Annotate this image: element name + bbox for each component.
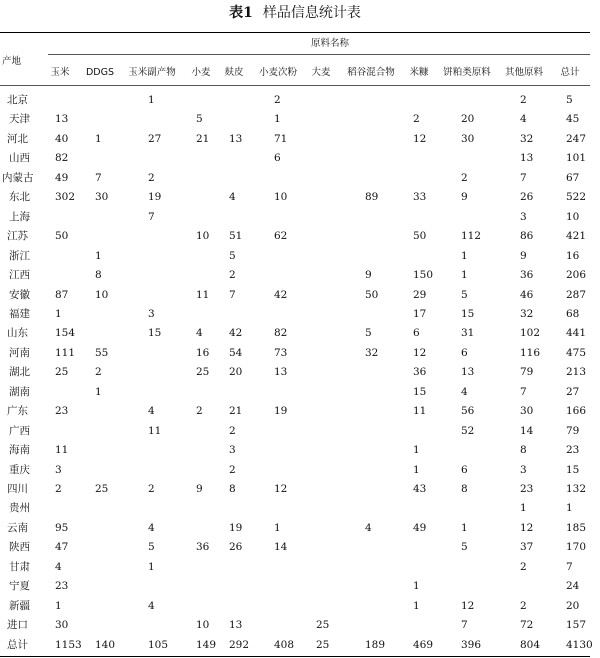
table-cell: 50 xyxy=(365,288,379,301)
table-cell: 2 xyxy=(274,94,281,106)
table-cell: 25 xyxy=(95,483,109,495)
table-cell: 189 xyxy=(365,638,386,651)
column-header: DDGS xyxy=(85,67,115,78)
table-cell: 25 xyxy=(196,366,210,379)
table-cell: 4 xyxy=(520,113,527,126)
table-cell: 4 xyxy=(55,560,62,573)
region-label: 山东 xyxy=(7,327,28,340)
table-cell: 4 xyxy=(148,405,155,418)
table-cell: 2 xyxy=(461,171,468,184)
table-cell: 7 xyxy=(566,560,573,573)
table-cell: 27 xyxy=(148,132,162,145)
table-cell: 25 xyxy=(55,366,69,379)
table-cell: 1 xyxy=(461,269,468,282)
table-cell: 3 xyxy=(520,210,527,223)
region-label: 云南 xyxy=(7,521,28,534)
table-cell: 1 xyxy=(55,599,62,612)
column-header: 总计 xyxy=(560,67,580,78)
table-cell: 1 xyxy=(413,444,420,457)
table-cell: 2 xyxy=(229,463,236,476)
column-header: 小麦次粉 xyxy=(258,67,297,78)
table-cell: 8 xyxy=(520,444,527,457)
region-label: 江苏 xyxy=(7,230,28,243)
table-cell: 52 xyxy=(461,424,475,437)
table-cell: 87 xyxy=(55,288,69,301)
table-cell: 19 xyxy=(274,405,288,418)
table-cell: 140 xyxy=(95,638,116,651)
column-header: 玉米副产物 xyxy=(128,67,176,78)
table-cell: 7 xyxy=(520,171,527,184)
table-cell: 4 xyxy=(148,521,155,534)
table-cell: 13 xyxy=(229,619,243,632)
table-cell: 3 xyxy=(148,307,155,320)
table-cell: 82 xyxy=(274,327,288,340)
region-label: 浙江 xyxy=(9,249,30,262)
table-cell: 30 xyxy=(520,405,534,418)
table-cell: 111 xyxy=(55,346,76,359)
region-label: 总计 xyxy=(7,638,28,651)
column-header: 大麦 xyxy=(311,67,331,78)
table-cell: 157 xyxy=(566,619,587,632)
table-cell: 51 xyxy=(229,230,243,243)
region-label: 海南 xyxy=(9,444,30,457)
table-cell: 185 xyxy=(566,521,587,534)
region-label: 湖北 xyxy=(9,366,30,379)
table-cell: 475 xyxy=(566,346,587,359)
table-cell: 1 xyxy=(95,132,102,145)
table-cell: 2 xyxy=(229,269,236,282)
table-cell: 7 xyxy=(148,210,155,223)
table-cell: 37 xyxy=(520,541,534,554)
table-cell: 10 xyxy=(196,619,210,632)
table-cell: 2 xyxy=(520,560,527,573)
table-cell: 10 xyxy=(566,210,580,223)
table-cell: 42 xyxy=(229,327,243,340)
table-cell: 132 xyxy=(566,483,587,495)
table-cell: 1 xyxy=(520,502,527,515)
region-label: 甘肃 xyxy=(9,560,30,573)
region-label: 湖南 xyxy=(9,385,30,398)
table-cell: 71 xyxy=(274,132,288,145)
region-label: 安徽 xyxy=(9,288,30,301)
table-title xyxy=(0,4,590,22)
table-cell: 36 xyxy=(413,366,427,379)
table-cell: 62 xyxy=(274,230,288,243)
table-cell: 20 xyxy=(461,113,475,126)
table-cell: 55 xyxy=(95,346,109,359)
table-cell: 79 xyxy=(566,424,580,437)
table-cell: 9 xyxy=(461,191,468,204)
table-cell: 6 xyxy=(413,327,420,340)
table-cell: 1 xyxy=(95,249,102,262)
table-cell: 4 xyxy=(196,327,203,340)
region-label: 上海 xyxy=(9,210,30,223)
table-cell: 292 xyxy=(229,638,250,651)
column-header: 麸皮 xyxy=(224,67,244,78)
region-label: 陕西 xyxy=(9,541,30,554)
table-cell: 23 xyxy=(520,483,534,495)
table-cell: 25 xyxy=(316,638,330,651)
table-cell: 1 xyxy=(461,521,468,534)
table-cell: 101 xyxy=(566,152,587,165)
table-cell: 149 xyxy=(196,638,217,651)
table-cell: 1 xyxy=(274,521,281,534)
table-cell: 72 xyxy=(520,619,534,632)
region-label: 广东 xyxy=(7,405,28,418)
table-cell: 4 xyxy=(461,385,468,398)
table-cell: 24 xyxy=(566,580,580,593)
table-cell: 43 xyxy=(413,483,427,495)
table-cell: 469 xyxy=(413,638,434,651)
table-cell: 7 xyxy=(95,171,102,184)
table-cell: 2 xyxy=(196,405,203,418)
table-cell: 16 xyxy=(196,346,210,359)
table-cell: 89 xyxy=(365,191,379,204)
table-cell: 1 xyxy=(413,580,420,593)
table-cell: 1153 xyxy=(55,638,82,651)
table-cell: 6 xyxy=(461,346,468,359)
table-cell: 23 xyxy=(55,405,69,418)
table-cell: 40 xyxy=(55,132,69,145)
table-cell: 5 xyxy=(148,541,155,554)
table-cell: 1 xyxy=(95,385,102,398)
table-cell: 16 xyxy=(566,249,580,262)
table-cell: 15 xyxy=(413,385,427,398)
region-label: 四川 xyxy=(7,483,28,495)
table-cell: 36 xyxy=(520,269,534,282)
column-header: 其他原料 xyxy=(504,67,543,78)
region-label: 天津 xyxy=(9,113,30,126)
bottom-rule xyxy=(0,656,590,657)
table-cell: 6 xyxy=(461,463,468,476)
table-cell: 1 xyxy=(566,502,573,515)
table-cell: 86 xyxy=(520,230,534,243)
region-label: 内蒙古 xyxy=(2,171,34,184)
header-rule xyxy=(0,85,590,86)
table-cell: 10 xyxy=(196,230,210,243)
table-cell: 170 xyxy=(566,541,587,554)
table-cell: 7 xyxy=(461,619,468,632)
table-cell: 3 xyxy=(55,463,62,476)
column-header: 小麦 xyxy=(191,67,211,78)
table-cell: 82 xyxy=(55,152,69,165)
table-cell: 3 xyxy=(229,444,236,457)
region-label: 宁夏 xyxy=(9,580,30,593)
table-cell: 15 xyxy=(148,327,162,340)
table-cell: 21 xyxy=(229,405,243,418)
group-header-rule xyxy=(48,54,590,55)
table-cell: 116 xyxy=(520,346,541,359)
table-cell: 36 xyxy=(196,541,210,554)
table-cell: 4 xyxy=(229,191,236,204)
table-cell: 5 xyxy=(461,541,468,554)
table-cell: 5 xyxy=(461,288,468,301)
table-cell: 3 xyxy=(520,463,527,476)
table-cell: 8 xyxy=(95,269,102,282)
table-number: 表1 xyxy=(229,5,253,21)
table-cell: 12 xyxy=(413,346,427,359)
table-cell: 27 xyxy=(566,385,580,398)
table-cell: 2 xyxy=(55,483,62,495)
table-cell: 95 xyxy=(55,521,69,534)
region-label: 江西 xyxy=(9,269,30,282)
table-cell: 49 xyxy=(413,521,427,534)
table-cell: 67 xyxy=(566,171,580,184)
table-cell: 15 xyxy=(461,307,475,320)
table-cell: 14 xyxy=(520,424,534,437)
table-cell: 408 xyxy=(274,638,295,651)
region-label: 进口 xyxy=(7,619,28,632)
table-cell: 12 xyxy=(520,521,534,534)
table-cell: 26 xyxy=(520,191,534,204)
column-header: 米糠 xyxy=(409,67,429,78)
table-cell: 102 xyxy=(520,327,541,340)
table-cell: 23 xyxy=(55,580,69,593)
table-cell: 4 xyxy=(148,599,155,612)
table-cell: 13 xyxy=(461,366,475,379)
table-cell: 9 xyxy=(365,269,372,282)
region-label: 东北 xyxy=(9,191,30,204)
table-cell: 13 xyxy=(520,152,534,165)
table-cell: 11 xyxy=(196,288,210,301)
table-cell: 2 xyxy=(520,599,527,612)
table-cell: 11 xyxy=(55,444,69,457)
table-cell: 421 xyxy=(566,230,587,243)
table-cell: 42 xyxy=(274,288,288,301)
table-cell: 7 xyxy=(229,288,236,301)
table-cell: 13 xyxy=(55,113,69,126)
table-cell: 46 xyxy=(520,288,534,301)
table-cell: 2 xyxy=(95,366,102,379)
table-cell: 396 xyxy=(461,638,482,651)
table-cell: 150 xyxy=(413,269,434,282)
table-cell: 12 xyxy=(461,599,475,612)
table-cell: 2 xyxy=(229,424,236,437)
table-cell: 7 xyxy=(520,385,527,398)
table-cell: 5 xyxy=(365,327,372,340)
region-label: 北京 xyxy=(7,94,28,106)
table-cell: 50 xyxy=(55,230,69,243)
column-header: 稻谷混合物 xyxy=(347,67,395,78)
region-label: 河南 xyxy=(9,346,30,359)
table-cell: 20 xyxy=(566,599,580,612)
table-cell: 1 xyxy=(55,307,62,320)
table-cell: 1 xyxy=(148,560,155,573)
table-cell: 13 xyxy=(274,366,288,379)
table-cell: 5 xyxy=(229,249,236,262)
region-label: 广西 xyxy=(9,424,30,437)
region-label: 重庆 xyxy=(9,463,30,476)
region-label: 山西 xyxy=(9,152,30,165)
table-cell: 2 xyxy=(520,94,527,106)
table-cell: 11 xyxy=(148,424,162,437)
table-cell: 4 xyxy=(365,521,372,534)
table-cell: 32 xyxy=(365,346,379,359)
group-header-materials: 原料名称 xyxy=(310,38,349,49)
table-cell: 73 xyxy=(274,346,288,359)
table-cell: 5 xyxy=(196,113,203,126)
table-cell: 1 xyxy=(148,94,155,106)
table-cell: 32 xyxy=(520,132,534,145)
table-cell: 287 xyxy=(566,288,587,301)
table-cell: 206 xyxy=(566,269,587,282)
table-cell: 2 xyxy=(148,171,155,184)
table-cell: 2 xyxy=(148,483,155,495)
table-cell: 1 xyxy=(413,599,420,612)
table-cell: 15 xyxy=(566,463,580,476)
table-cell: 19 xyxy=(229,521,243,534)
table-cell: 33 xyxy=(413,191,427,204)
column-header: 饼粕类原料 xyxy=(443,67,491,78)
table-cell: 522 xyxy=(566,191,587,204)
column-header: 玉米 xyxy=(50,67,70,78)
table-cell: 166 xyxy=(566,405,587,418)
row-header-origin: 产地 xyxy=(2,56,22,67)
table-cell: 10 xyxy=(274,191,288,204)
table-cell: 5 xyxy=(566,94,573,106)
table-cell: 105 xyxy=(148,638,169,651)
table-cell: 9 xyxy=(196,483,203,495)
table-cell: 79 xyxy=(520,366,534,379)
table-cell: 804 xyxy=(520,638,541,651)
region-label: 新疆 xyxy=(9,599,30,612)
table-cell: 47 xyxy=(55,541,69,554)
table-cell: 14 xyxy=(274,541,288,554)
region-label: 福建 xyxy=(9,307,30,320)
table-cell: 13 xyxy=(229,132,243,145)
table-cell: 1 xyxy=(461,249,468,262)
table-cell: 26 xyxy=(229,541,243,554)
table-cell: 10 xyxy=(95,288,109,301)
table-cell: 45 xyxy=(566,113,580,126)
table-cell: 17 xyxy=(413,307,427,320)
table-cell: 441 xyxy=(566,327,587,340)
table-cell: 19 xyxy=(148,191,162,204)
table-cell: 23 xyxy=(566,444,580,457)
table-cell: 50 xyxy=(413,230,427,243)
region-label: 河北 xyxy=(7,132,28,145)
table-cell: 20 xyxy=(229,366,243,379)
table-cell: 1 xyxy=(413,463,420,476)
table-cell: 2 xyxy=(413,113,420,126)
table-cell: 68 xyxy=(566,307,580,320)
table-cell: 112 xyxy=(461,230,482,243)
top-rule xyxy=(0,32,590,33)
table-cell: 302 xyxy=(55,191,76,204)
table-cell: 6 xyxy=(274,152,281,165)
table-cell: 1 xyxy=(274,113,281,126)
table-caption: 样品信息统计表 xyxy=(262,5,361,21)
table-cell: 30 xyxy=(95,191,109,204)
table-cell: 8 xyxy=(461,483,468,495)
table-cell: 56 xyxy=(461,405,475,418)
table-cell: 29 xyxy=(413,288,427,301)
region-label: 贵州 xyxy=(9,502,30,515)
table-cell: 9 xyxy=(520,249,527,262)
table-cell: 32 xyxy=(520,307,534,320)
table-cell: 12 xyxy=(274,483,288,495)
table-cell: 8 xyxy=(229,483,236,495)
table-cell: 30 xyxy=(55,619,69,632)
table-cell: 30 xyxy=(461,132,475,145)
table-cell: 49 xyxy=(55,171,69,184)
table-cell: 11 xyxy=(413,405,427,418)
table-cell: 54 xyxy=(229,346,243,359)
table-cell: 25 xyxy=(316,619,330,632)
table-cell: 247 xyxy=(566,132,587,145)
table-cell: 154 xyxy=(55,327,76,340)
table-cell: 12 xyxy=(413,132,427,145)
table-cell: 31 xyxy=(461,327,475,340)
table-cell: 21 xyxy=(196,132,210,145)
table-cell: 4130 xyxy=(566,638,593,651)
table-cell: 213 xyxy=(566,366,587,379)
